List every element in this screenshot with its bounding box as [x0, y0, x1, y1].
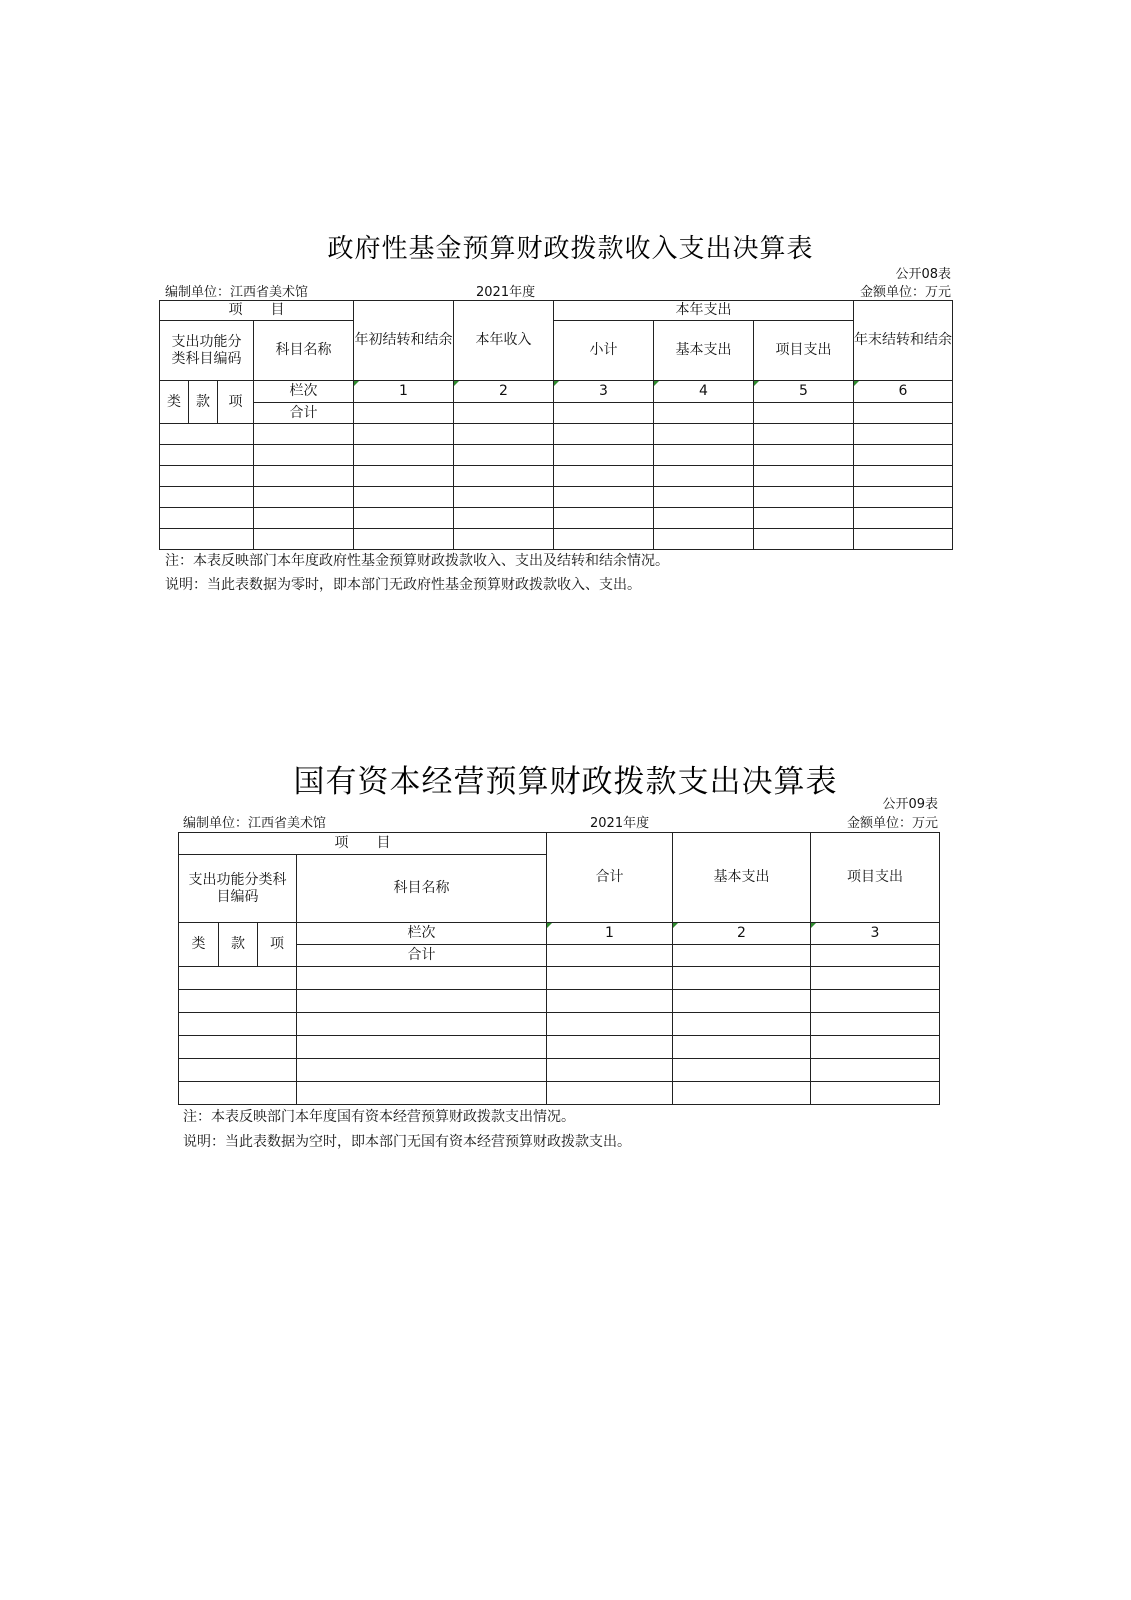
table-row: [160, 445, 953, 466]
table08-header-project: 项目支出: [754, 321, 854, 381]
table09: [178, 832, 940, 1105]
table09-col-num: 2: [673, 923, 811, 945]
table-row: [179, 1036, 940, 1059]
table08-year: 2021年度: [476, 285, 536, 300]
table08-header-item: 项 目: [160, 301, 354, 321]
table08-col-num: 2: [454, 381, 554, 403]
table08-cell: [354, 403, 454, 424]
table09-header-lei: 类: [179, 923, 219, 967]
table09-header-basic: 基本支出: [673, 833, 811, 923]
table08-col-num: 3: [554, 381, 654, 403]
table-row: [160, 424, 953, 445]
table08-amount-unit: 金额单位：万元: [859, 285, 951, 300]
table-row: [160, 529, 953, 550]
table08: [159, 300, 953, 550]
table08-header-income: 本年收入: [454, 301, 554, 381]
table09-header-project: 项目支出: [811, 833, 940, 923]
table08-col-num: 1: [354, 381, 454, 403]
table09-col-num: 1: [547, 923, 673, 945]
table08-title: 政府性基金预算财政拨款收入支出决算表: [327, 234, 814, 264]
table09-explanation: 说明：当此表数据为空时，即本部门无国有资本经营预算财政拨款支出。: [183, 1134, 631, 1150]
table08-col-num: 6: [854, 381, 953, 403]
table08-header-end-balance: 年末结转和结余: [854, 301, 953, 381]
table09-amount-unit: 金额单位：万元: [846, 816, 938, 831]
table08-header-expense-group: 本年支出: [554, 301, 854, 321]
table08-header-kuan: 款: [189, 381, 218, 424]
table08-total-label: 合计: [254, 403, 354, 424]
table08-cell: [754, 403, 854, 424]
table08-header-lanci: 栏次: [254, 381, 354, 403]
table08-code: 公开08表: [895, 267, 951, 282]
table08-header-lei: 类: [160, 381, 189, 424]
table08-col-num: 4: [654, 381, 754, 403]
table-row: [160, 466, 953, 487]
table09-total-label: 合计: [297, 945, 547, 967]
table08-col-num: 5: [754, 381, 854, 403]
table09-unit-label: 编制单位：江西省美术馆: [183, 816, 327, 831]
table08-header-subject-name: 科目名称: [254, 321, 354, 381]
table-row: [160, 508, 953, 529]
table09-cell: [547, 945, 673, 967]
table08-cell: [454, 403, 554, 424]
table09-cell: [811, 945, 940, 967]
table09-year: 2021年度: [590, 816, 650, 831]
table-row: [179, 1082, 940, 1105]
table09-header-total: 合计: [547, 833, 673, 923]
table08-note: 注：本表反映部门本年度政府性基金预算财政拨款收入、支出及结转和结余情况。: [165, 553, 669, 569]
table08-header-func-code: 支出功能分类科目编码: [160, 321, 254, 381]
table08-header-begin-balance: 年初结转和结余: [354, 301, 454, 381]
table09-header-func-code: 支出功能分类科目编码: [179, 855, 297, 923]
table08-header-basic: 基本支出: [654, 321, 754, 381]
table-row: [179, 990, 940, 1013]
table08-cell: [654, 403, 754, 424]
table-row: [179, 1013, 940, 1036]
table08-header-subtotal: 小计: [554, 321, 654, 381]
table09-code: 公开09表: [882, 797, 938, 812]
table-row: [179, 967, 940, 990]
table09-cell: [673, 945, 811, 967]
table09-note: 注：本表反映部门本年度国有资本经营预算财政拨款支出情况。: [183, 1109, 575, 1125]
table09-header-kuan: 款: [219, 923, 258, 967]
table09-header-lanci: 栏次: [297, 923, 547, 945]
table08-cell: [554, 403, 654, 424]
table-row: [160, 487, 953, 508]
table09-header-item: 项 目: [179, 833, 547, 855]
table08-header-xiang: 项: [218, 381, 254, 424]
table08-unit-label: 编制单位：江西省美术馆: [165, 285, 309, 300]
table09-header-subject-name: 科目名称: [297, 855, 547, 923]
table08-explanation: 说明：当此表数据为零时，即本部门无政府性基金预算财政拨款收入、支出。: [165, 577, 641, 593]
table08-cell: [854, 403, 953, 424]
table09-col-num: 3: [811, 923, 940, 945]
table-row: [179, 1059, 940, 1082]
table09-title: 国有资本经营预算财政拨款支出决算表: [293, 764, 838, 800]
table09-header-xiang: 项: [258, 923, 297, 967]
